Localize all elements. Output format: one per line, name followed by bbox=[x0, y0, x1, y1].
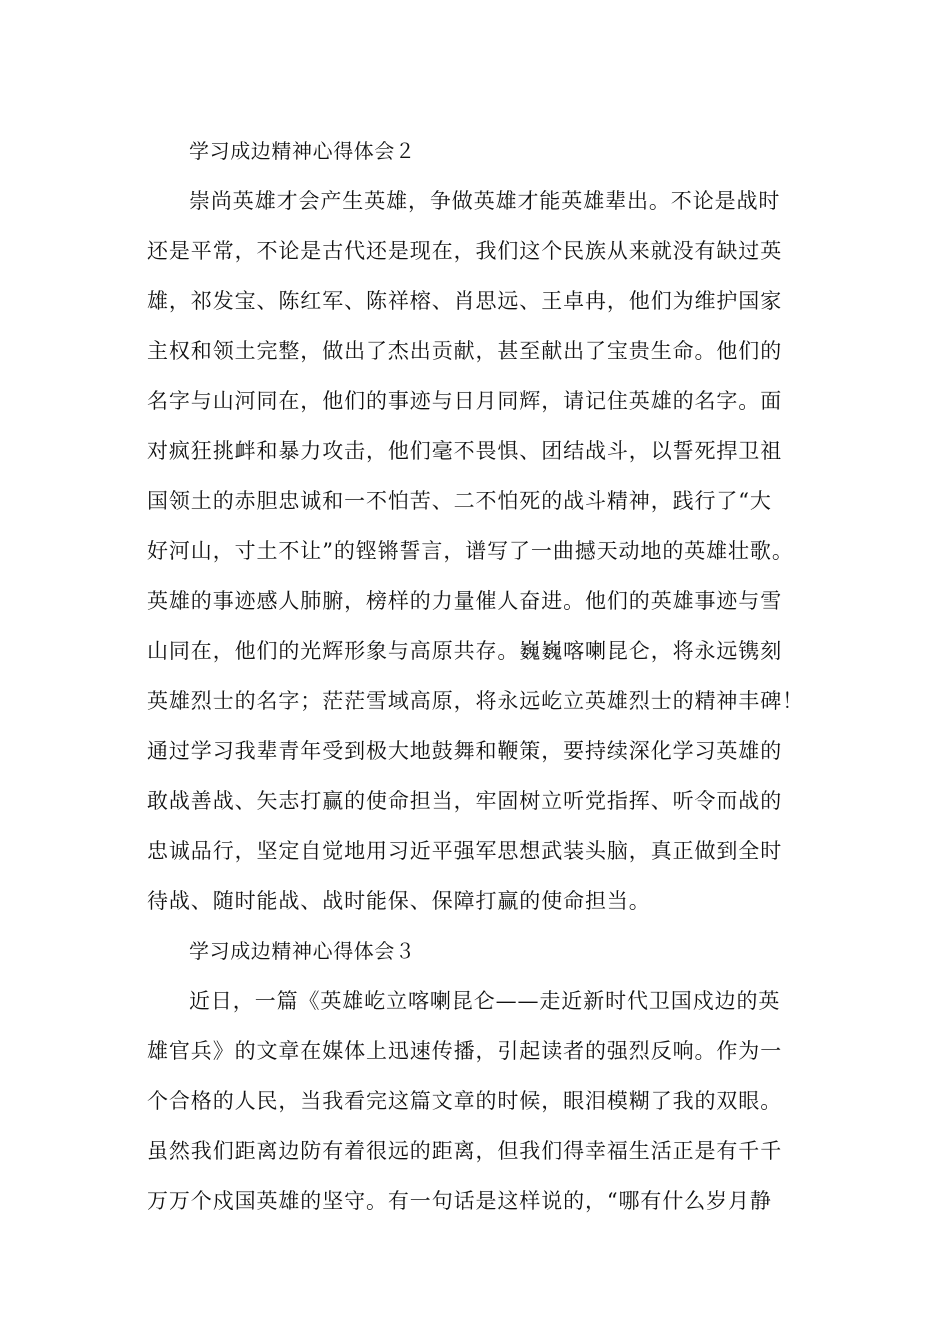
paragraph-line: 雄，祁发宝、陈红军、陈祥榕、肖思远、王卓冉，他们为维护国家 bbox=[147, 289, 783, 313]
paragraph-line: 名字与山河同在，他们的事迹与日月同辉，请记住英雄的名字。面 bbox=[147, 389, 783, 413]
paragraph-line: 万万个戍国英雄的坚守。有一句话是这样说的，“哪有什么岁月静 bbox=[147, 1189, 772, 1213]
paragraph-line: 崇尚英雄才会产生英雄，争做英雄才能英雄辈出。不论是战时 bbox=[189, 189, 781, 213]
paragraph-line: 山同在，他们的光辉形象与高原共存。巍巍喀喇昆仑，将永远镌刻 bbox=[147, 639, 783, 663]
paragraph-line: 英雄烈士的名字；茫茫雪域高原，将永远屹立英雄烈士的精神丰碑！ bbox=[147, 689, 804, 713]
paragraph-line: 雄官兵》的文章在媒体上迅速传播，引起读者的强烈反响。作为一 bbox=[147, 1039, 783, 1063]
section-3-heading: 学习成边精神心得体会３ bbox=[189, 939, 416, 963]
paragraph-line: 好河山，寸土不让”的铿锵誓言，谱写了一曲撼天动地的英雄壮歌。 bbox=[147, 539, 794, 563]
paragraph-line: 国领土的赤胆忠诚和一不怕苦、二不怕死的战斗精神，践行了“大 bbox=[147, 489, 772, 513]
paragraph-line: 英雄的事迹感人肺腑，榜样的力量催人奋进。他们的英雄事迹与雪 bbox=[147, 589, 783, 613]
paragraph-line: 敢战善战、矢志打赢的使命担当，牢固树立听党指挥、听令而战的 bbox=[147, 789, 783, 813]
paragraph-line: 虽然我们距离边防有着很远的距离，但我们得幸福生活正是有千千 bbox=[147, 1139, 783, 1163]
paragraph-line: 通过学习我辈青年受到极大地鼓舞和鞭策，要持续深化学习英雄的 bbox=[147, 739, 783, 763]
paragraph-line: 主权和领土完整，做出了杰出贡献，甚至献出了宝贵生命。他们的 bbox=[147, 339, 783, 363]
paragraph-line: 个合格的人民，当我看完这篇文章的时候，眼泪模糊了我的双眼。 bbox=[147, 1089, 783, 1113]
paragraph-line: 忠诚品行，坚定自觉地用习近平强军思想武装头脑，真正做到全时 bbox=[147, 839, 783, 863]
paragraph-line: 还是平常，不论是古代还是现在，我们这个民族从来就没有缺过英 bbox=[147, 239, 783, 263]
paragraph-line: 近日，一篇《英雄屹立喀喇昆仑——走近新时代卫国戍边的英 bbox=[189, 989, 781, 1013]
paragraph-line: 对疯狂挑衅和暴力攻击，他们毫不畏惧、团结战斗，以誓死捍卫祖 bbox=[147, 439, 783, 463]
paragraph-line: 待战、随时能战、战时能保、保障打赢的使命担当。 bbox=[147, 889, 651, 913]
section-2-heading: 学习成边精神心得体会２ bbox=[189, 139, 416, 163]
